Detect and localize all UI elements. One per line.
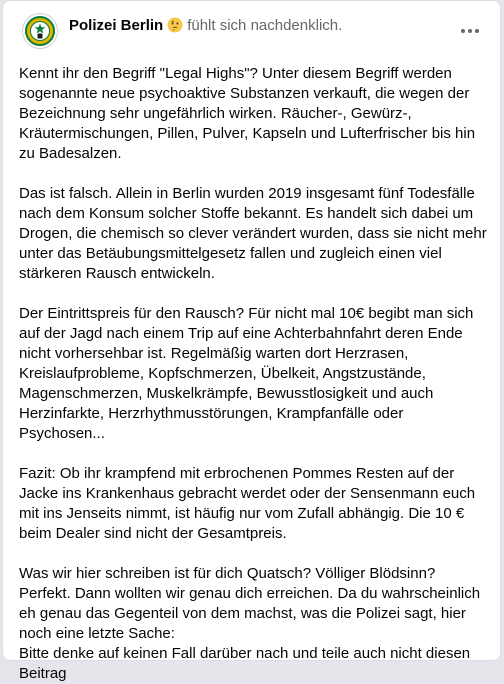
post-paragraph: Kennt ihr den Begriff "Legal Highs"? Unter diesem Begriff werden sogenannte neue psychoaktive Substanzen verkauft, die wegen der Bezeichnung sehr ungefährlich wirken. Räucher-, Gewürz-, Kräutermischungen, Pillen, Pulver, Kapseln und Lufterfrischer bis hin zu Badesalzen. [19,65,476,162]
post-paragraph: Der Eintrittspreis für den Rausch? Für nicht mal 10€ begibt man sich auf der Jagd nach einem Trip auf eine Achterbahnfahrt deren Ende nicht vorhersehbar ist. Regelmäßig warten dort Herzrasen, Kreislaufprobleme, Kopfschmerzen, Übelkeit, Angstzustände, Magenschmerzen, Muskelkrämpfe, Bewusstlosigkeit und auch Herzinfarkte, Herzrhythmusstörungen, Krampfanfälle oder Psychosen... [19,305,474,442]
feeling-text: fühlt sich nachdenklich. [187,16,343,34]
page-name[interactable]: Polizei Berlin [69,16,164,34]
post-card [2,0,501,682]
post-paragraph: Was wir hier schreiben ist für dich Quatsch? Völliger Blödsinn? Perfekt. Dann wollten wir genau dich erreichen. Da du wahrscheinlich eh genau das Gegenteil von dem machst, was die Polizei sagt, hier noch eine letzte Sache: [19,565,481,642]
post-author-line [69,15,342,35]
post-text [19,64,487,684]
post-paragraph: Das ist falsch. Allein in Berlin wurden 2019 insgesamt fünf Todesfälle nach dem Konsum solcher Stoffe bekannt. Es handelt sich dabei um Drogen, die chemisch so clever verändert wurden, dass sie nicht mehr unter das Betäubungsmittelgesetz fallen und zugleich einen viel stärkeren Rausch entwickeln. [19,185,487,282]
post-paragraph: Bitte denke auf keinen Fall darüber nach und teile auch nicht diesen Beitrag [19,645,471,682]
more-options-button[interactable] [456,17,484,45]
post-paragraph: Fazit: Ob ihr krampfend mit erbrochenen Pommes Resten auf der Jacke ins Krankenhaus gebracht werdet oder der Sensenmann euch mit ins Jenseits nimmt, ist häufig nur vom Zufall abhängig. Die 10 € beim Dealer sind nicht der Gesamtpreis. [19,465,476,542]
police-badge-icon [24,15,56,47]
post-header [3,1,500,61]
more-options-icon [460,28,480,34]
avatar[interactable] [22,13,58,49]
thinking-face-icon [167,17,183,33]
